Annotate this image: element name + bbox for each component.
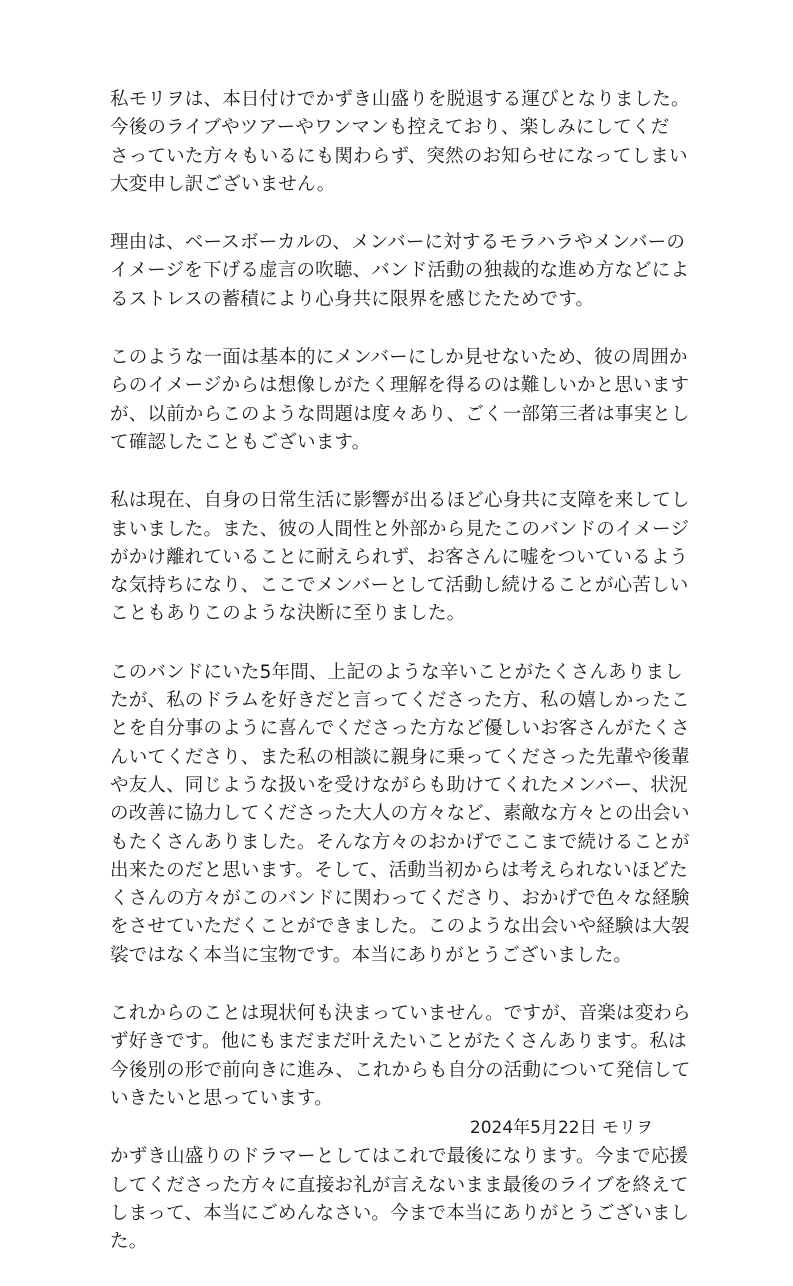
text-line: くさんの方々がこのバンドに関わってくださり、おかげで色々な経験 <box>110 888 690 910</box>
text-line: しまって、本当にごめんなさい。今まで本当にありがとうございまし <box>110 1202 690 1224</box>
text-line: たが、私のドラムを好きだと言ってくださった方、私の嬉しかったこ <box>110 690 690 712</box>
text-line: こともありこのような決断に至りました。 <box>110 603 466 625</box>
text-line: かずき山盛りのドラマーとしてはこれで最後になります。今まで応援 <box>110 1146 689 1168</box>
text-line: まいました。また、彼の人間性と外部から見たこのバンドのイメージ <box>110 518 690 540</box>
text-line: このバンドにいた5年間、上記のような辛いことがたくさんありまし <box>110 661 683 683</box>
text-line: るストレスの蓄積により心身共に限界を感じたためです。 <box>110 288 595 310</box>
paragraph <box>110 1000 710 1113</box>
text-line: 私モリヲは、本日付けでかずき山盛りを脱退する運びとなりました。 <box>110 89 690 110</box>
paragraph <box>110 344 710 457</box>
text-line: 今後別の形で前向きに進み、これからも自分の活動について発信して <box>110 1059 691 1081</box>
text-line: これからのことは現状何も決まっていません。ですが、音楽は変わら <box>110 1003 691 1025</box>
text-line: 私は現在、自身の日常生活に影響が出るほど心身共に支障を来してし <box>110 490 690 512</box>
text-line: の改善に協力してくださった大人の方々など、素敵な方々との出会い <box>110 803 690 825</box>
text-line: 出来たのだと思います。そして、活動当初からは考えられないほどた <box>110 859 688 881</box>
paragraph <box>110 487 710 628</box>
text-line: が、以前からこのような問題は度々あり、ごく一部第三者は事実とし <box>110 403 690 425</box>
text-line: さっていた方々もいるにも関わらず、突然のお知らせになってしまい <box>110 145 688 167</box>
text-line: な気持ちになり、ここでメンバーとして活動し続けることが心苦しい <box>110 575 689 597</box>
text-line: らのイメージからは想像しがたく理解を得るのは難しいかと思います <box>110 375 690 397</box>
text-line: て確認したこともございます。 <box>110 431 371 453</box>
text-line: いきたいと思っています。 <box>110 1087 333 1109</box>
text-line: イメージを下げる虚言の吹聴、バンド活動の独裁的な進め方などによ <box>110 260 690 282</box>
signature-date: 2024年5月22日 モリヲ <box>469 1118 653 1138</box>
text-line: んいてくださり、また私の相談に親身に乗ってくださった先輩や後輩 <box>110 746 690 768</box>
paragraph <box>110 659 710 970</box>
text-line: ず好きです。他にもまだまだ叶えたいことがたくさんあります。私は <box>110 1031 687 1053</box>
text-line: をさせていただくことができました。このような出会いや経験は大袈 <box>110 916 690 938</box>
text-line: 大変申し訳ございません。 <box>110 173 336 195</box>
text-line: や友人、同じような扱いを受けながらも助けてくれたメンバー、状況 <box>110 774 688 796</box>
text-line: 裟ではなく本当に宝物です。本当にありがとうございました。 <box>110 944 633 966</box>
text-line: とを自分事のように喜んでくださった方など優しいお客さんがたくさ <box>110 718 690 740</box>
paragraph <box>110 86 710 199</box>
paragraph <box>110 229 710 314</box>
text-line: 理由は、ベースボーカルの、メンバーに対するモラハラやメンバーの <box>110 232 686 254</box>
text-line: 今後のライブやツアーやワンマンも控えており、楽しみにしてくだ <box>110 117 670 139</box>
text-line: してくださった方々に直接お礼が言えないまま最後のライブを終えて <box>110 1174 689 1196</box>
text-line: このような一面は基本的にメンバーにしか見せないため、彼の周囲か <box>110 347 688 369</box>
text-line: もたくさんありました。そんな方々のおかげでここまで続けることが <box>110 831 690 853</box>
statement-body <box>110 86 710 1286</box>
text-line: がかけ離れていることに耐えられず、お客さんに嘘をついているよう <box>110 546 689 568</box>
text-line: た。 <box>110 1231 148 1253</box>
